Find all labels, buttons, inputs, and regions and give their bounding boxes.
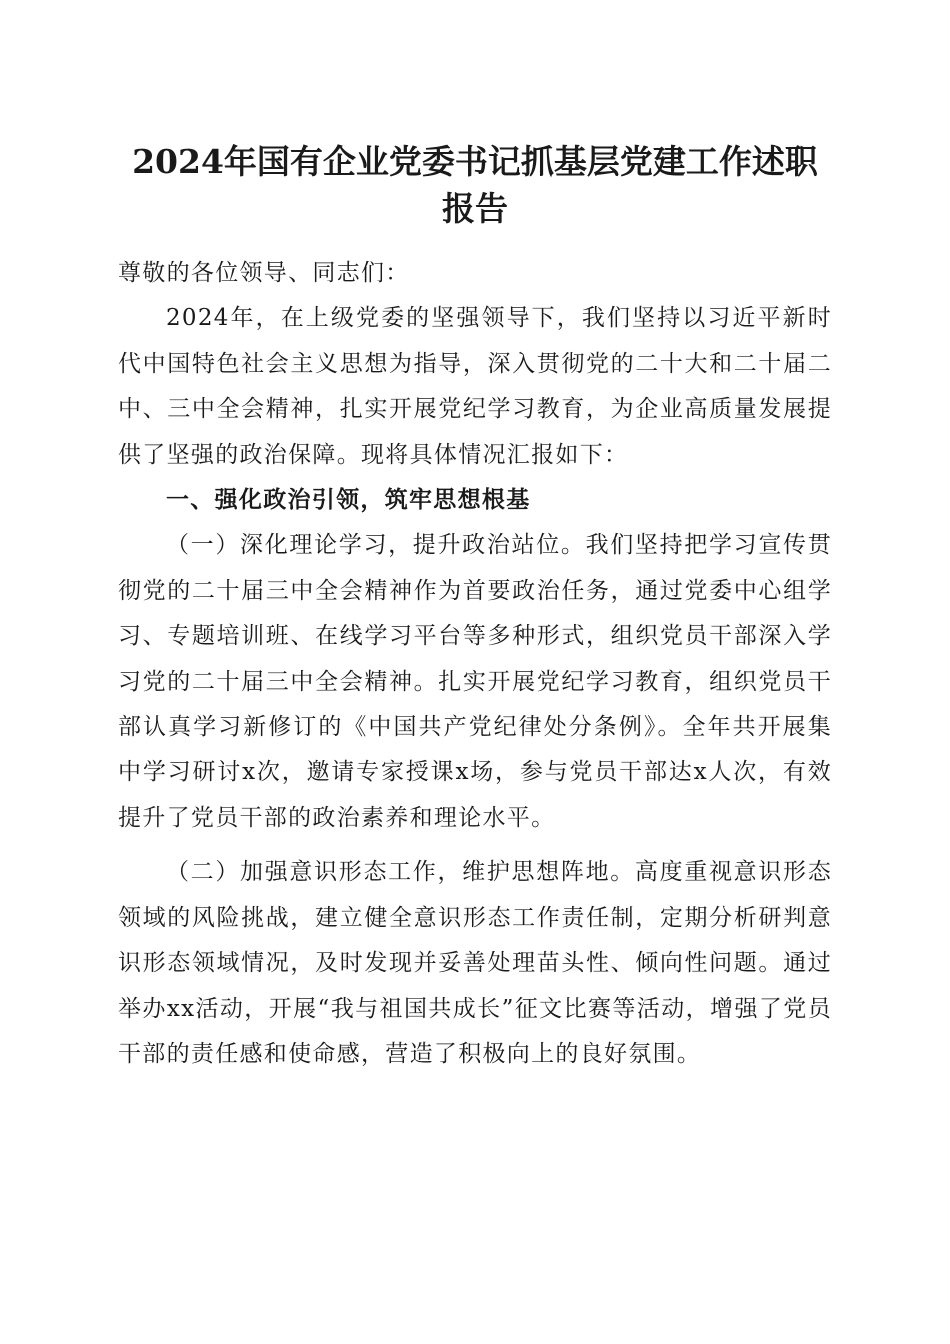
salutation: 尊敬的各位领导、同志们： <box>118 260 410 286</box>
document-body <box>118 251 832 1077</box>
section-1-heading: 一、强化政治引领，筑牢思想根基 <box>166 487 531 514</box>
paragraph-gap <box>118 841 832 850</box>
intro-paragraph: 2024年，在上级党委的坚强领导下，我们坚持以习近平新时代中国特色社会主义思想为指导，深入贯彻党的二十大和二十届二中、三中全会精神，扎实开展党纪学习教育，为企业高质量发展提供了坚强的政治保障。现将具体情况汇报如下： <box>118 305 832 468</box>
document-title: 2024年国有企业党委书记抓基层党建工作述职报告 <box>132 142 818 228</box>
section-1-item-2: （二）加强意识形态工作，维护思想阵地。高度重视意识形态领域的风险挑战，建立健全意识形态工作责任制，定期分析研判意识形态领域情况，及时发现并妥善处理苗头性、倾向性问题。通过举办xx活动，开展“我与祖国共成长”征文比赛等活动，增强了党员干部的责任感和使命感，营造了积极向上的良好氛围。 <box>118 859 832 1067</box>
section-1-item-1: （一）深化理论学习，提升政治站位。我们坚持把学习宣传贯彻党的二十届三中全会精神作为首要政治任务，通过党委中心组学习、专题培训班、在线学习平台等多种形式，组织党员干部深入学习党的二十届三中全会精神。扎实开展党纪学习教育，组织党员干部认真学习新修订的《中国共产党纪律处分条例》。全年共开展集中学习研讨x次，邀请专家授课x场，参与党员干部达x人次，有效提升了党员干部的政治素养和理论水平。 <box>118 532 832 831</box>
